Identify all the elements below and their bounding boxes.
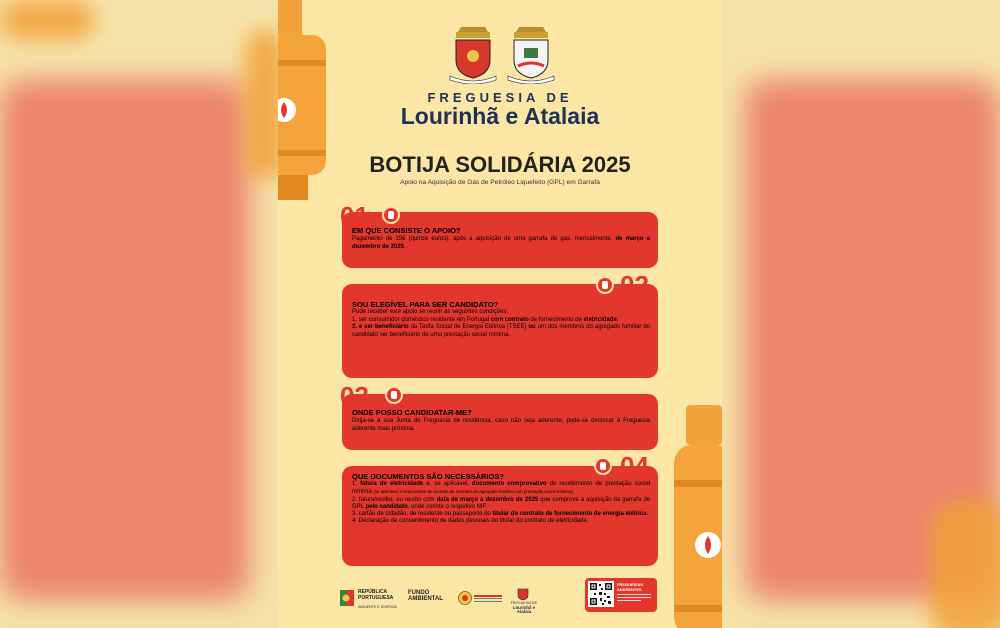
section-number-02: 02 [620, 270, 649, 300]
section-text-01: Pagamento de 15€ (quinze euros), após a aquisição de uma garrafa de gás, mensalmente, de março a dezembro de 2025. [352, 236, 650, 250]
section-text-02: Pode receber este apoio se reunir as seguintes condições: 1. ser consumidor doméstico residente em Portugal com contrato de fornecimento de eletricidade; 2. e ser beneficiário da Tarifa Social de Energia Elétrica (TSEE) ou um dos membros do agregado familiar do candidato ser beneficiário de uma prestação social mínima. [352, 309, 650, 338]
section-question-01: EM QUE CONSISTE O APOIO? [352, 226, 461, 235]
poster [278, 0, 722, 628]
campaign-subtitle: Apoio na Aquisição de Gás de Petróleo Liquefeito (GPL) em Garrafa [400, 179, 600, 186]
gas-bottle-bottom-right-icon [666, 405, 722, 628]
partner-text-lines [474, 595, 502, 602]
section-number-03: 03 [340, 381, 369, 411]
qr-caption-lines [617, 594, 651, 601]
crest-lourinha-icon [446, 26, 500, 84]
partner-seal-icon [458, 590, 472, 606]
section-number-04: 04 [620, 451, 649, 481]
section-question-04: QUE DOCUMENTOS SÃO NECESSÁRIOS? [352, 472, 504, 481]
campaign-title: BOTIJA SOLIDÁRIA 2025 [369, 152, 631, 177]
section-question-03: ONDE POSSO CANDIDATAR-ME? [352, 408, 472, 417]
section-question-02: SOU ELEGÍVEL PARA SER CANDIDATO? [352, 300, 499, 309]
parish-top-line: FREGUESIA DE [427, 90, 573, 105]
crest-atalaia-icon [504, 26, 558, 84]
parish-name: Lourinhã e Atalaia [400, 103, 600, 129]
republica-portuguesa-logo-icon [340, 590, 354, 606]
parish-small-logo-text: FREGUESIA DE Lourinhã e Atalaia [510, 601, 538, 614]
section-text-03: Dirija-se à sua Junta de Freguesia de residência, caso não seja aderente, pode-se deslocar à Freguesia aderente mais próxima. [352, 418, 650, 432]
ambiente-energia-text: AMBIENTE E ENERGIA [358, 605, 397, 609]
republica-portuguesa-text: REPÚBLICA PORTUGUESA [358, 589, 394, 601]
fundo-ambiental-logo: FUNDO AMBIENTAL [408, 590, 443, 602]
section-text-04: 1. fatura de eletricidade e, se aplicável, documento comprovativo do recebimento de prestação social mínima (se aplicável, comprovativo de morada de membro do agregado familiar com prestação social mínima). 2. fatura/recibo, ou recibo com data de março a dezembro de 2025 que comprove a aquisição da garrafa de GPL pelo candidato, onde conste o respetivo NIF. 3. cartão de cidadão, de residente ou passaporte do titular do contrato de fornecimento de energia elétrica. 4. Declaração de consentimento de dados pessoais do titular do contrato de eletricidade. [352, 481, 651, 525]
section-number-01: 01 [340, 201, 369, 231]
qr-code-icon[interactable] [588, 581, 614, 607]
qr-label: FREGUESIAS ADERENTES [617, 582, 644, 592]
crest-small-icon [516, 587, 530, 601]
